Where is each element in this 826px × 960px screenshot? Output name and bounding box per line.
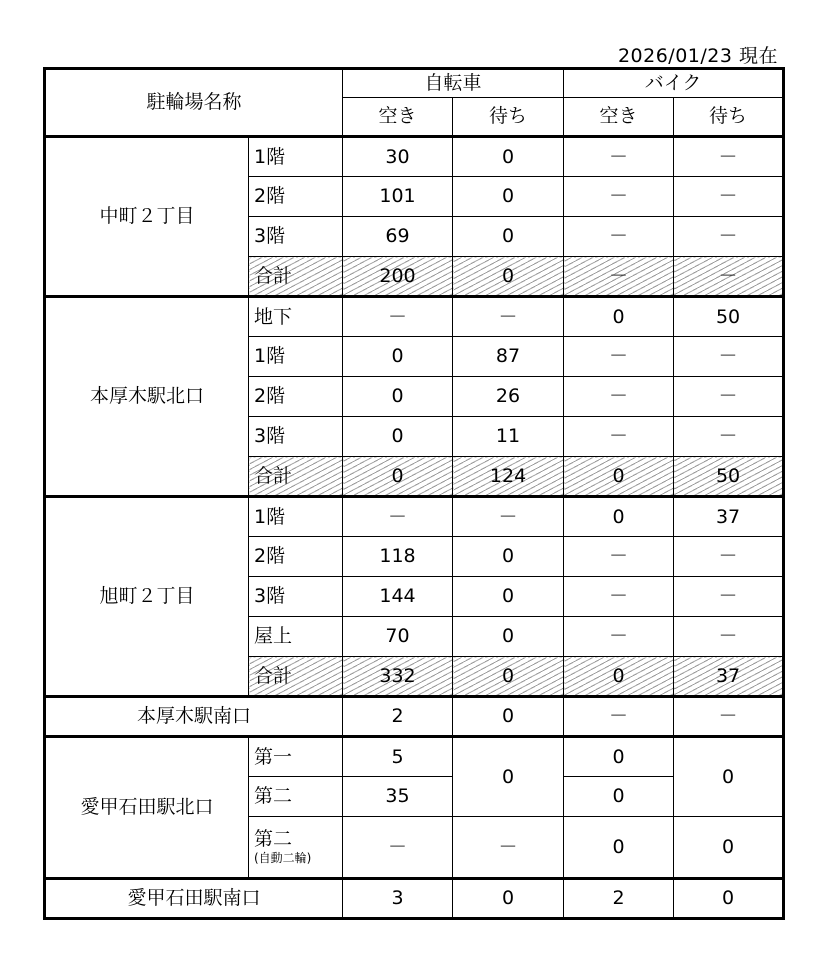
total-label: 合計	[249, 457, 343, 497]
bicycle-waiting: －	[453, 497, 564, 537]
table-row	[45, 497, 784, 537]
motorbike-waiting: 50	[674, 297, 784, 337]
bicycle-waiting: 0	[453, 577, 564, 617]
header-bicycle-waiting: 待ち	[453, 98, 564, 137]
bicycle-waiting: 0	[453, 177, 564, 217]
bicycle-waiting: 0	[453, 879, 564, 919]
motorbike-vacant: －	[564, 417, 674, 457]
header-motorbike-waiting: 待ち	[674, 98, 784, 137]
bicycle-vacant: 3	[343, 879, 453, 919]
motorbike-vacant: －	[564, 177, 674, 217]
bicycle-vacant: 144	[343, 577, 453, 617]
floor-label: 3階	[249, 577, 343, 617]
motorbike-vacant: 0	[564, 297, 674, 337]
total-label: 合計	[249, 257, 343, 297]
section-label-sub: (自動二輪)	[254, 850, 312, 865]
bicycle-waiting: 0	[453, 617, 564, 657]
bicycle-waiting: 0	[453, 697, 564, 737]
motorbike-vacant: 2	[564, 879, 674, 919]
bicycle-waiting-total: 124	[453, 457, 564, 497]
bicycle-waiting-total: 0	[453, 257, 564, 297]
bicycle-waiting: 87	[453, 337, 564, 377]
table-row	[45, 737, 784, 777]
bicycle-vacant: 101	[343, 177, 453, 217]
bicycle-vacant: －	[343, 817, 453, 879]
bicycle-vacant: 2	[343, 697, 453, 737]
header-bicycle-vacant: 空き	[343, 98, 453, 137]
bicycle-waiting: －	[453, 297, 564, 337]
motorbike-waiting: 37	[674, 497, 784, 537]
bicycle-vacant-total: 0	[343, 457, 453, 497]
motorbike-waiting: －	[674, 337, 784, 377]
table-row	[45, 297, 784, 337]
section-label-main: 第二	[254, 827, 293, 850]
motorbike-vacant: －	[564, 577, 674, 617]
motorbike-waiting: －	[674, 217, 784, 257]
table-row	[45, 879, 784, 919]
bicycle-waiting: 0	[453, 737, 564, 817]
motorbike-vacant: －	[564, 617, 674, 657]
header-motorbike: バイク	[564, 69, 784, 98]
motorbike-waiting: －	[674, 617, 784, 657]
motorbike-vacant: －	[564, 377, 674, 417]
floor-label: 3階	[249, 217, 343, 257]
motorbike-waiting: －	[674, 177, 784, 217]
motorbike-vacant: 0	[564, 817, 674, 879]
bicycle-waiting: －	[453, 817, 564, 879]
section-label: 第一	[249, 737, 343, 777]
header-bicycle: 自転車	[343, 69, 564, 98]
bicycle-vacant: 35	[343, 777, 453, 817]
table-row	[45, 137, 784, 177]
section-label: 第二	[249, 777, 343, 817]
motorbike-vacant-total: 0	[564, 657, 674, 697]
motorbike-vacant-total: －	[564, 257, 674, 297]
motorbike-waiting: －	[674, 577, 784, 617]
bicycle-vacant: 30	[343, 137, 453, 177]
bicycle-waiting: 0	[453, 537, 564, 577]
floor-label: 1階	[249, 137, 343, 177]
floor-label: 2階	[249, 177, 343, 217]
floor-label: 1階	[249, 497, 343, 537]
motorbike-waiting: 0	[674, 879, 784, 919]
facility-name: 中町２丁目	[45, 137, 249, 297]
motorbike-waiting-total: 37	[674, 657, 784, 697]
bicycle-waiting: 11	[453, 417, 564, 457]
motorbike-waiting: 0	[674, 737, 784, 817]
bicycle-vacant-total: 200	[343, 257, 453, 297]
motorbike-vacant: 0	[564, 777, 674, 817]
section-label	[249, 817, 343, 879]
bicycle-vacant: 0	[343, 377, 453, 417]
facility-name: 本厚木駅北口	[45, 297, 249, 497]
motorbike-waiting-total: －	[674, 257, 784, 297]
bicycle-vacant-total: 332	[343, 657, 453, 697]
bicycle-vacant: 5	[343, 737, 453, 777]
floor-label: 3階	[249, 417, 343, 457]
motorbike-waiting: －	[674, 137, 784, 177]
bicycle-vacant: 69	[343, 217, 453, 257]
bicycle-waiting: 26	[453, 377, 564, 417]
parking-status-table	[43, 67, 785, 920]
floor-label: 屋上	[249, 617, 343, 657]
motorbike-vacant: －	[564, 217, 674, 257]
motorbike-vacant: 0	[564, 497, 674, 537]
motorbike-vacant: －	[564, 337, 674, 377]
floor-label: 地下	[249, 297, 343, 337]
motorbike-vacant-total: 0	[564, 457, 674, 497]
facility-name: 旭町２丁目	[45, 497, 249, 697]
total-label: 合計	[249, 657, 343, 697]
as-of-date: 2026/01/23 現在	[617, 45, 778, 67]
bicycle-waiting: 0	[453, 217, 564, 257]
motorbike-waiting-total: 50	[674, 457, 784, 497]
motorbike-vacant: －	[564, 537, 674, 577]
floor-label: 1階	[249, 337, 343, 377]
table-row	[45, 697, 784, 737]
bicycle-vacant: 70	[343, 617, 453, 657]
motorbike-waiting: －	[674, 417, 784, 457]
motorbike-waiting: 0	[674, 817, 784, 879]
floor-label: 2階	[249, 377, 343, 417]
facility-name: 愛甲石田駅南口	[45, 879, 343, 919]
bicycle-waiting-total: 0	[453, 657, 564, 697]
motorbike-vacant: －	[564, 697, 674, 737]
motorbike-waiting: －	[674, 377, 784, 417]
facility-name: 愛甲石田駅北口	[45, 737, 249, 879]
facility-name: 本厚木駅南口	[45, 697, 343, 737]
motorbike-waiting: －	[674, 537, 784, 577]
bicycle-vacant: －	[343, 497, 453, 537]
header-name: 駐輪場名称	[45, 69, 343, 137]
floor-label: 2階	[249, 537, 343, 577]
motorbike-vacant: 0	[564, 737, 674, 777]
header-row-1	[45, 69, 784, 98]
bicycle-waiting: 0	[453, 137, 564, 177]
bicycle-vacant: 0	[343, 417, 453, 457]
motorbike-vacant: －	[564, 137, 674, 177]
bicycle-vacant: 118	[343, 537, 453, 577]
bicycle-vacant: 0	[343, 337, 453, 377]
header-motorbike-vacant: 空き	[564, 98, 674, 137]
bicycle-vacant: －	[343, 297, 453, 337]
motorbike-waiting: －	[674, 697, 784, 737]
